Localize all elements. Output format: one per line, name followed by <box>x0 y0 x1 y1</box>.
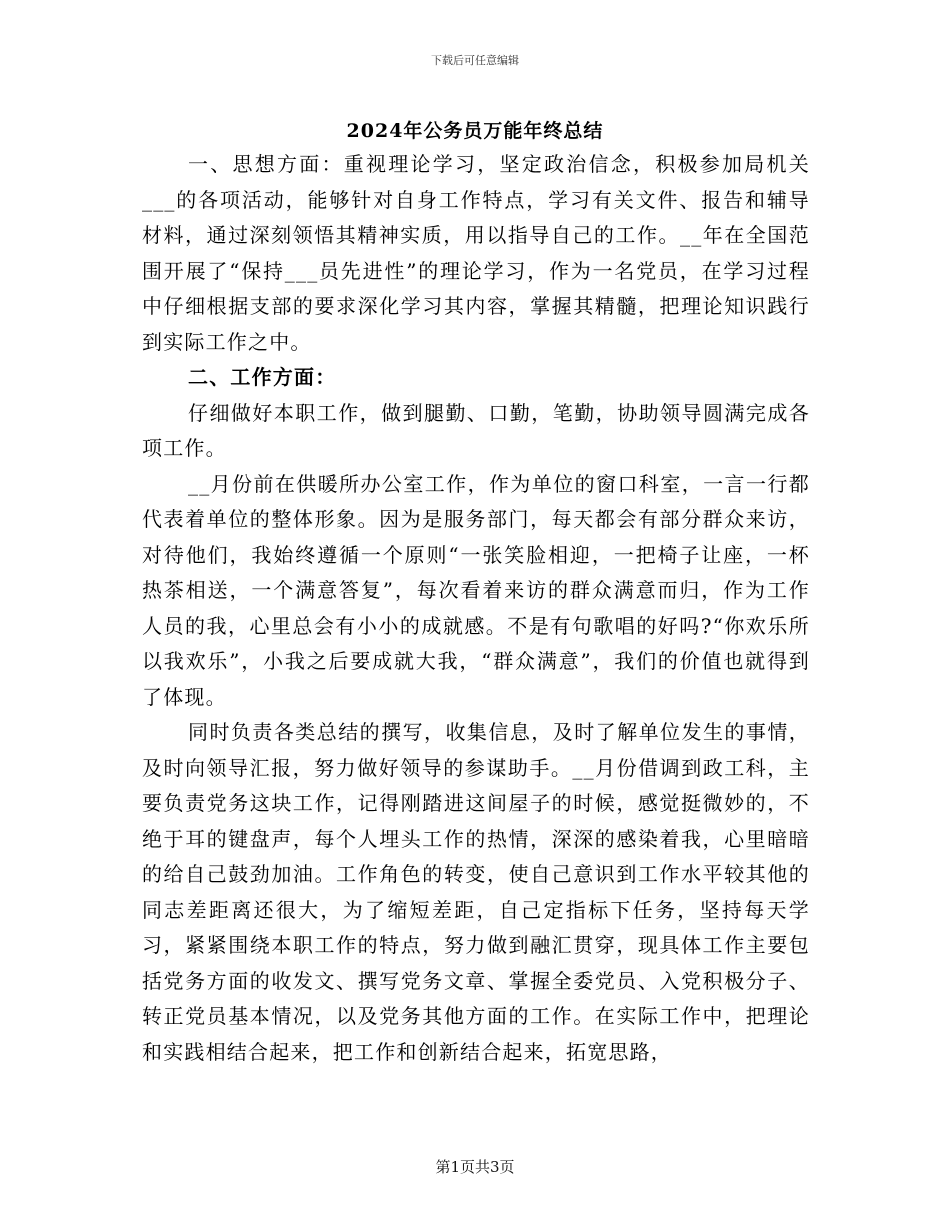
paragraph-duties: 仔细做好本职工作，做到腿勤、口勤，笔勤，协助领导圆满完成各项工作。 <box>142 400 810 460</box>
paragraph-party-work: 同时负责各类总结的撰写，收集信息，及时了解单位发生的事情，及时向领导汇报，努力做好领导的参谋助手。__月份借调到政工科，主要负责党务这块工作，记得刚踏进这间屋子的时候，感觉挺微妙的，不绝于耳的键盘声，每个人埋头工作的热情，深深的感染着我，心里暗暗的给自己鼓劲加油。工作角色的转变，使自己意识到工作水平较其他的同志差距离还很大，为了缩短差距，自己定指标下任务，坚持每天学习，紧紧围绕本职工作的特点，努力做到融汇贯穿，现具体工作主要包括党务方面的收发文、撰写党务文章、掌握全委党员、入党积极分子、转正党员基本情况，以及党务其他方面的工作。在实际工作中，把理论和实践相结合起来，把工作和创新结合起来，拓宽思路， <box>142 720 810 1064</box>
document-title: 2024年公务员万能年终总结 <box>346 120 604 142</box>
header-note: 下载后可任意编辑 <box>431 54 519 67</box>
paragraph-office-work: __月份前在供暖所办公室工作，作为单位的窗口科室，一言一行都代表着单位的整体形象。因为是服务部门，每天都会有部分群众来访，对待他们，我始终遵循一个原则“一张笑脸相迎，一把椅子让座，一杯热茶相送，一个满意答复”，每次看着来访的群众满意而归，作为工作人员的我，心里总会有小小的成就感。不是有句歌唱的好吗?“你欢乐所以我欢乐”，小我之后要成就大我，“群众满意”，我们的价值也就得到了体现。 <box>142 471 810 709</box>
page-number: 第1页共3页 <box>435 1158 515 1176</box>
section-heading-work: 二、工作方面： <box>188 365 337 389</box>
document-body <box>142 147 810 1070</box>
paragraph-thought: 一、思想方面：重视理论学习，坚定政治信念，积极参加局机关___的各项活动，能够针对自身工作特点，学习有关文件、报告和辅导材料，通过深刻领悟其精神实质，用以指导自己的工作。__年在全国范围开展了“保持___员先进性”的理论学习，作为一名党员，在学习过程中仔细根据支部的要求深化学习其内容，掌握其精髓，把理论知识践行到实际工作之中。 <box>142 152 810 354</box>
